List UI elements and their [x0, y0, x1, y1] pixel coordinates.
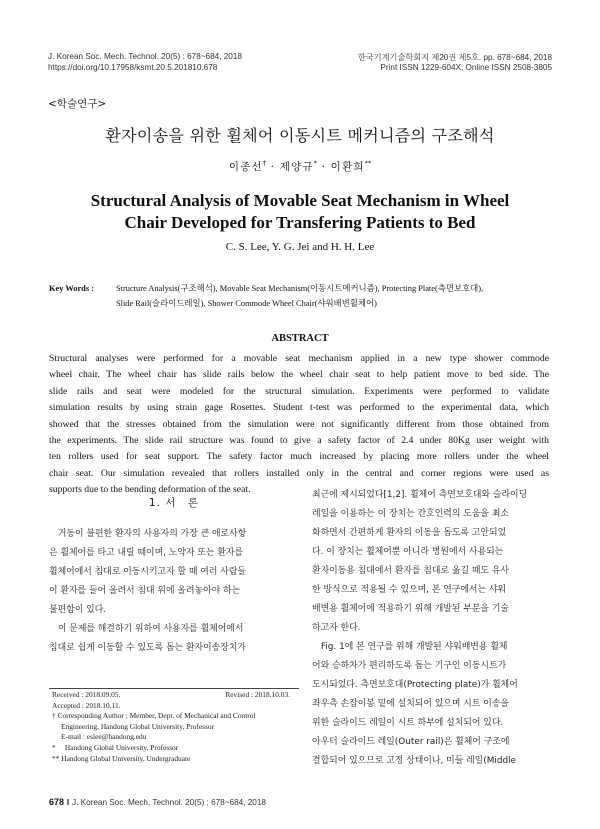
body-line: 은 휠체어를 타고 내릴 때이며, 노약자 또는 환자를: [49, 548, 244, 558]
body-line: 최근에 제시되었다[1,2]. 휠체어 측면보호대와 슬라이딩: [312, 490, 528, 500]
body-line: 배변용 휠체어에 적용하기 위해 개발된 부분을 기술: [312, 604, 509, 614]
abstract-heading: ABSTRACT: [271, 333, 329, 344]
body-line: 결합되어 있으므로 고정 상태이나, 미들 레일(Middle: [312, 756, 517, 766]
body-line: 레일을 이용하는 이 장치는 간호인력의 도움을 최소: [312, 509, 509, 519]
abstract-line: supports due to the bending deformation of the seat.: [49, 484, 251, 496]
abstract-line: slide rails and seat were modeled for the structural simulation. Experiments were performed to validate: [49, 385, 549, 397]
footer-separator: ‖: [66, 798, 70, 807]
body-line: 한 방식으로 적용될 수 있으며, 본 연구에서는 샤워: [312, 585, 507, 595]
body-line: 화하면서 간편하게 환자의 이동을 돕도록 고안되었: [312, 528, 507, 538]
body-line: 침대로 쉽게 이동할 수 있도록 돕는 환자이송장치가: [49, 643, 246, 653]
abstract-line: the experiments. The slide rail structure was found to give a safety factor of 2.4 under 80Kg user weight with: [49, 435, 549, 447]
author-mark: **: [364, 159, 372, 167]
author-name: 이종선: [228, 161, 263, 173]
journal-citation: J. Korean Soc. Mech. Technol. 20(5) : 678~684, 2018: [48, 52, 242, 61]
body-column-right: [312, 486, 550, 771]
body-line: 이 문제를 해결하기 위하여 사용자를 휠체어에서: [49, 624, 244, 634]
author-separator: ·: [321, 161, 327, 173]
title-english-line: Structural Analysis of Movable Seat Mechanism in Wheel: [90, 191, 510, 210]
body-line: 어와 승하차가 편리하도록 돕는 기구인 이동시트가: [312, 661, 507, 671]
body-column-left: [49, 525, 299, 658]
affiliation-note: ** Handong Global University, Undergraduate: [52, 753, 191, 763]
section-heading: 1. 서 론: [148, 497, 200, 509]
running-header-ids: [48, 63, 552, 72]
received-date: Received : 2018.09.05.: [52, 690, 121, 699]
corresponding-affiliation: Engineering, Handong Global University, Professor: [61, 721, 215, 731]
author-name: 제양규: [279, 161, 314, 173]
journal-citation-korean: 한국기계기술학회지 제20권 제5호. pp. 678~684, 2018: [357, 53, 552, 62]
body-line: 다. 이 장치는 휠체어뿐 아니라 병원에서 사용되는: [312, 547, 504, 557]
body-line: 환자이동용 침대에서 환자를 침대로 옮길 때도 유사: [312, 566, 509, 576]
body-line: 아우터 슬라이드 레일(Outer rail)은 휠체어 구조에: [312, 737, 510, 747]
authors-korean: [0, 159, 600, 174]
title-english-line: Chair Developed for Transfering Patients to Bed: [124, 213, 476, 232]
abstract-line: ten rollers used for seat support. The safety factor much increased by placing more rollers under the wheel: [49, 451, 549, 463]
page-footer: [49, 797, 266, 807]
title-english: [0, 190, 600, 234]
body-line: 이 환자를 들어 올려서 침대 위에 올려놓아야 하는: [49, 586, 241, 596]
author-name: 이환희: [330, 161, 365, 173]
abstract-line: wheel chair. The wheel chair has slide rails below the wheel chair seat to help patient move to bed side. The: [49, 369, 549, 381]
keywords-line: Slide Rail(슬라이드레일), Shower Commode Wheel Chair(샤워배변휠체어): [116, 299, 377, 308]
revised-date: Revised : 2018.10.03.: [225, 690, 290, 699]
abstract-line: Structural analyses were performed for a movable seat mechanism applied in a new type shower commode: [49, 353, 549, 364]
author-separator: ·: [270, 161, 276, 173]
abstract-line: showed that the stresses obtained from the simulation were not significantly different from those obtained from: [49, 418, 549, 430]
running-header: [48, 52, 552, 61]
keywords-line: Structure Analysis(구조해석), Movable Seat Mechanism(이동시트메커니즘), Protecting Plate(측면보호대),: [116, 284, 484, 293]
page-number: 678: [49, 797, 65, 807]
body-line: 도시되었다. 측면보호대(Protecting plate)가 휠체어: [312, 680, 518, 690]
corresponding-author: † Corresponding Author ; Member, Dept. of Mechanical and Control: [52, 711, 256, 721]
title-korean: 환자이송을 위한 휠체어 이동시트 메커니즘의 구조해석: [105, 126, 495, 145]
abstract-body: [49, 351, 549, 499]
accepted-date: Accepted : 2018.10.11.: [52, 700, 121, 710]
footnotes: [52, 690, 300, 764]
author-mark: *: [313, 159, 318, 167]
footnote-divider: [49, 688, 299, 689]
body-line: 위한 슬라이드 레일이 시트 하부에 설치되어 있다.: [312, 718, 504, 728]
issn-text: Print ISSN 1229-604X, Online ISSN 2508-3805: [380, 63, 552, 72]
abstract-line: simulation results by using strain gage Rosettes. Student t-test was performed to the experimental data, which: [49, 402, 549, 414]
author-mark: †: [262, 159, 267, 167]
body-line: Fig. 1에 본 연구를 위해 개발된 샤워배변용 휠체: [312, 642, 508, 652]
body-line: 하고자 한다.: [312, 623, 361, 633]
authors-english: C. S. Lee, Y. G. Jei and H. H. Lee: [225, 241, 375, 253]
body-line: 좌우측 손잡이봉 밑에 설치되어 있으며 시트 이송을: [312, 699, 509, 709]
keywords-label: Key Words :: [49, 284, 94, 293]
affiliation-note: * Handong Global University, Professor: [52, 742, 179, 752]
author-email[interactable]: E-mail : eslee@handong.edu: [61, 732, 147, 742]
keywords-block: [49, 281, 569, 311]
article-category: <학술연구>: [48, 98, 107, 110]
body-line: 불편함이 있다.: [49, 605, 107, 615]
doi-link[interactable]: https://doi.org/10.17958/ksmt.20.5.201810.678: [48, 63, 218, 72]
footer-citation: J. Korean Soc. Mech. Technol. 20(5) : 678~684, 2018: [71, 798, 266, 807]
body-line: 휠체어에서 침대로 이동시키고자 할 때 여러 사람들: [49, 567, 246, 577]
body-line: 거동이 불편한 환자의 사용자의 가장 큰 애로사항: [49, 529, 247, 539]
abstract-line: chair seat. Our simulation revealed that rollers installed only in the central and corner regions were used as: [49, 467, 549, 479]
